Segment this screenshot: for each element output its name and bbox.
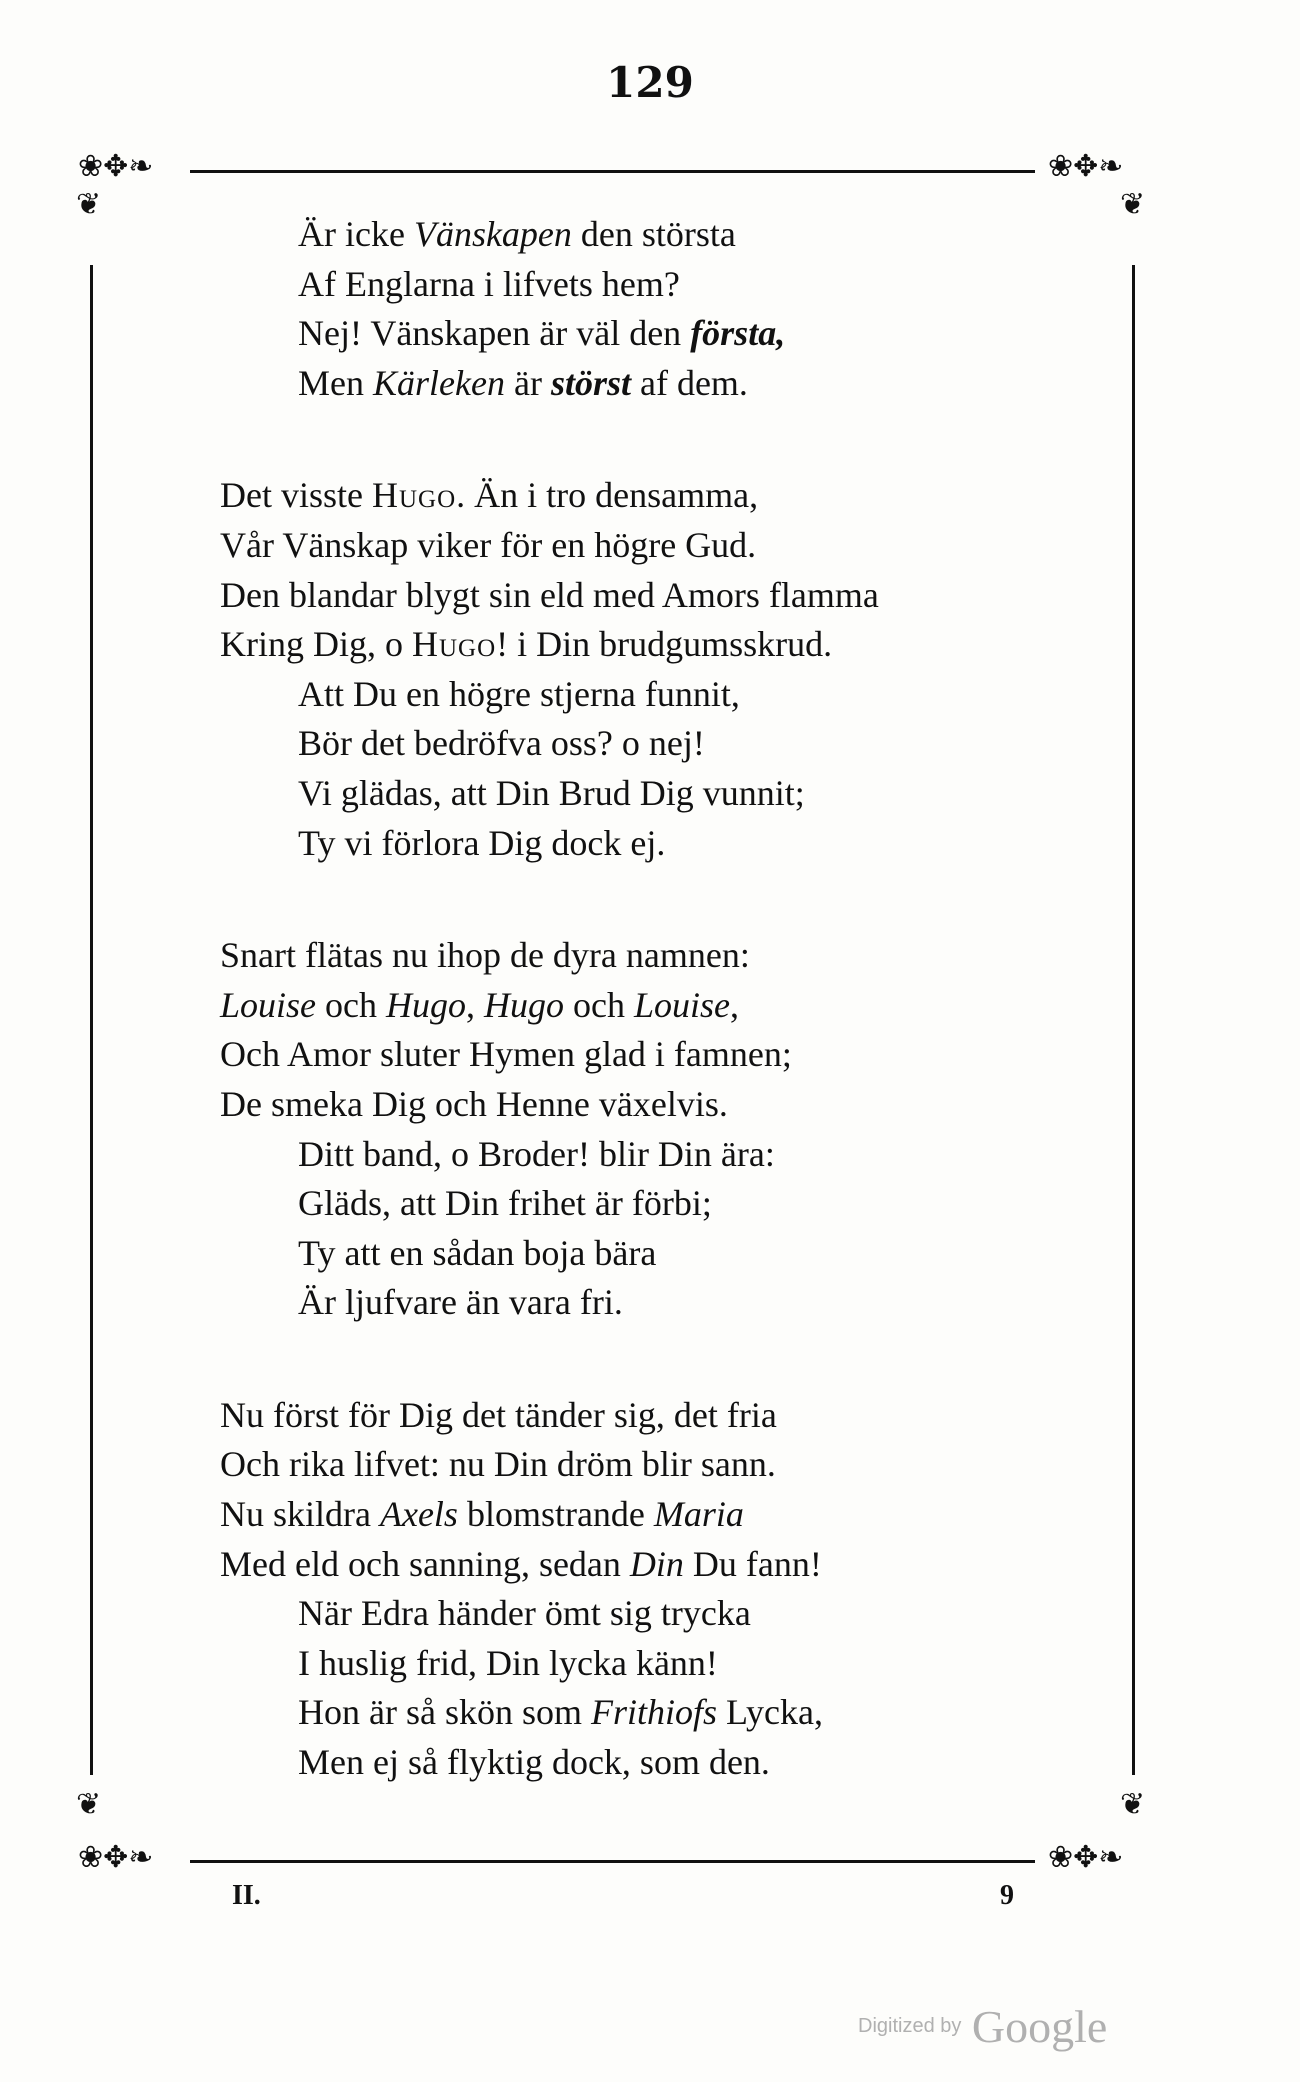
verse-text: Hugo [386,984,466,1025]
verse-text: . Än i tro densamma, [456,475,759,516]
corner-ornament-top-left: ❀✥❧ [78,149,154,184]
verse-text: Men [298,362,373,403]
verse-line [220,1278,1060,1328]
verse-text: Axels [379,1494,458,1535]
poem [220,210,1060,1851]
verse-line [220,571,1060,621]
verse-text: Snart flätas nu ihop de dyra namnen: [220,935,750,976]
signature-mark: II. [232,1880,261,1911]
verse-text: Gläds, att Din frihet är förbi; [298,1183,712,1224]
verse-line [220,1030,1060,1080]
corner-ornament-top-right: ❀✥❧ [1048,149,1124,184]
verse-text: Kring Dig, o [220,624,412,665]
verse-text: I huslig frid, Din lycka känn! [298,1642,718,1683]
verse-text: Hugo [412,624,497,665]
verse-line [220,1391,1060,1441]
verse-text: När Edra händer ömt sig trycka [298,1593,751,1634]
verse-line [220,1130,1060,1180]
verse-text: Vår Vänskap viker för en högre Gud. [220,524,757,565]
frame-left-line [90,265,93,1775]
verse-line [220,670,1060,720]
verse-text: och [564,984,634,1025]
verse-line [220,1229,1060,1279]
stanza [220,210,1060,408]
verse-text: Vänskapen [413,214,572,254]
verse-text: Den blandar blygt sin eld med Amors flamma [220,574,879,615]
verse-text: Att Du en högre stjerna funnit, [298,673,740,714]
verse-line [220,521,1060,571]
stanza [220,1391,1060,1788]
verse-text: Af Englarna i lifvets hem? [298,263,680,304]
verse-line [220,719,1060,769]
page-number: 129 [606,58,694,107]
verse-text: Med eld och sanning, sedan [220,1543,630,1584]
verse-text: Kärleken [373,362,505,403]
verse-text: Ty att en sådan boja bära [298,1232,657,1273]
verse-text: Och rika lifvet: nu Din dröm blir sann. [220,1444,776,1485]
verse-text: Nu skildra [220,1494,380,1535]
verse-text: Och Amor sluter Hymen glad i famnen; [220,1034,792,1075]
verse-line [220,1589,1060,1639]
verse-text: Hugo [484,984,564,1025]
watermark-by: Digitized by [858,2015,962,2037]
corner-ornament-bottom-left: ❀✥❧ [78,1840,154,1875]
verse-text: Maria [653,1494,744,1535]
side-ornament-bottom-right: ❦ [1120,1787,1146,1822]
verse-line [220,819,1060,869]
verse-line [220,620,1060,670]
verse-text: Det visste [220,475,372,516]
verse-text: Vi glädas, att Din Brud Dig vunnit; [298,772,805,813]
verse-text: Louise [220,984,317,1025]
verse-line [220,1688,1060,1738]
verse-line [220,1440,1060,1490]
side-ornament-top-left: ❦ [76,187,102,222]
verse-line [220,1540,1060,1590]
frame-right-line [1132,265,1135,1775]
verse-line [220,1738,1060,1788]
verse-text: af dem. [630,362,748,403]
verse-line [220,769,1060,819]
verse-text: Lycka, [717,1692,823,1733]
watermark-brand: Google [971,2001,1108,2052]
verse-text: Bör det bedröfva oss? o nej! [298,723,705,764]
verse-text: Du fann! [683,1543,822,1584]
verse-text: Är icke [298,214,414,254]
sheet-number: 9 [1000,1880,1014,1911]
verse-text: störst [550,362,631,403]
verse-text: och [316,984,386,1025]
stanza [220,931,1060,1328]
verse-line [220,1639,1060,1689]
verse-text: , [466,984,484,1025]
verse-text: , [730,984,739,1025]
verse-text: Louise [633,984,730,1025]
verse-line [220,1490,1060,1540]
verse-line [220,359,1060,409]
verse-text: Ditt band, o Broder! blir Din ära: [298,1133,775,1174]
frame-top-line [190,170,1035,173]
verse-text: Frithiofs [590,1692,718,1733]
verse-text: Hon är så skön som [298,1692,591,1733]
verse-line [220,981,1060,1031]
verse-line [220,931,1060,981]
side-ornament-top-right: ❦ [1120,187,1146,222]
verse-text: ! i Din brudgumsskrud. [496,624,833,665]
verse-text: Nej! Vänskapen är väl den [298,313,691,354]
verse-text: Nu först för Dig det tänder sig, det fria [220,1394,777,1435]
verse-text: den största [571,214,736,254]
verse-line [220,1179,1060,1229]
verse-line [220,210,1060,260]
verse-line [220,1080,1060,1130]
digitized-watermark [858,2000,1107,2053]
verse-text: Hugo [371,475,457,516]
verse-text: Din [629,1543,684,1584]
verse-text: Ty vi förlora Dig dock ej. [298,822,666,863]
verse-text: blomstrande [457,1494,654,1535]
verse-text: är [504,362,551,403]
verse-line [220,260,1060,310]
verse-text: första, [690,313,786,354]
verse-line [220,309,1060,359]
frame-bottom-line [190,1860,1035,1863]
verse-text: Är ljufvare än vara fri. [298,1282,623,1323]
stanza [220,471,1060,868]
side-ornament-bottom-left: ❦ [76,1787,102,1822]
verse-line [220,471,1060,521]
verse-text: De smeka Dig och Henne växelvis. [220,1083,728,1124]
verse-text: Men ej så flyktig dock, som den. [298,1742,770,1783]
corner-ornament-bottom-right: ❀✥❧ [1048,1840,1124,1875]
